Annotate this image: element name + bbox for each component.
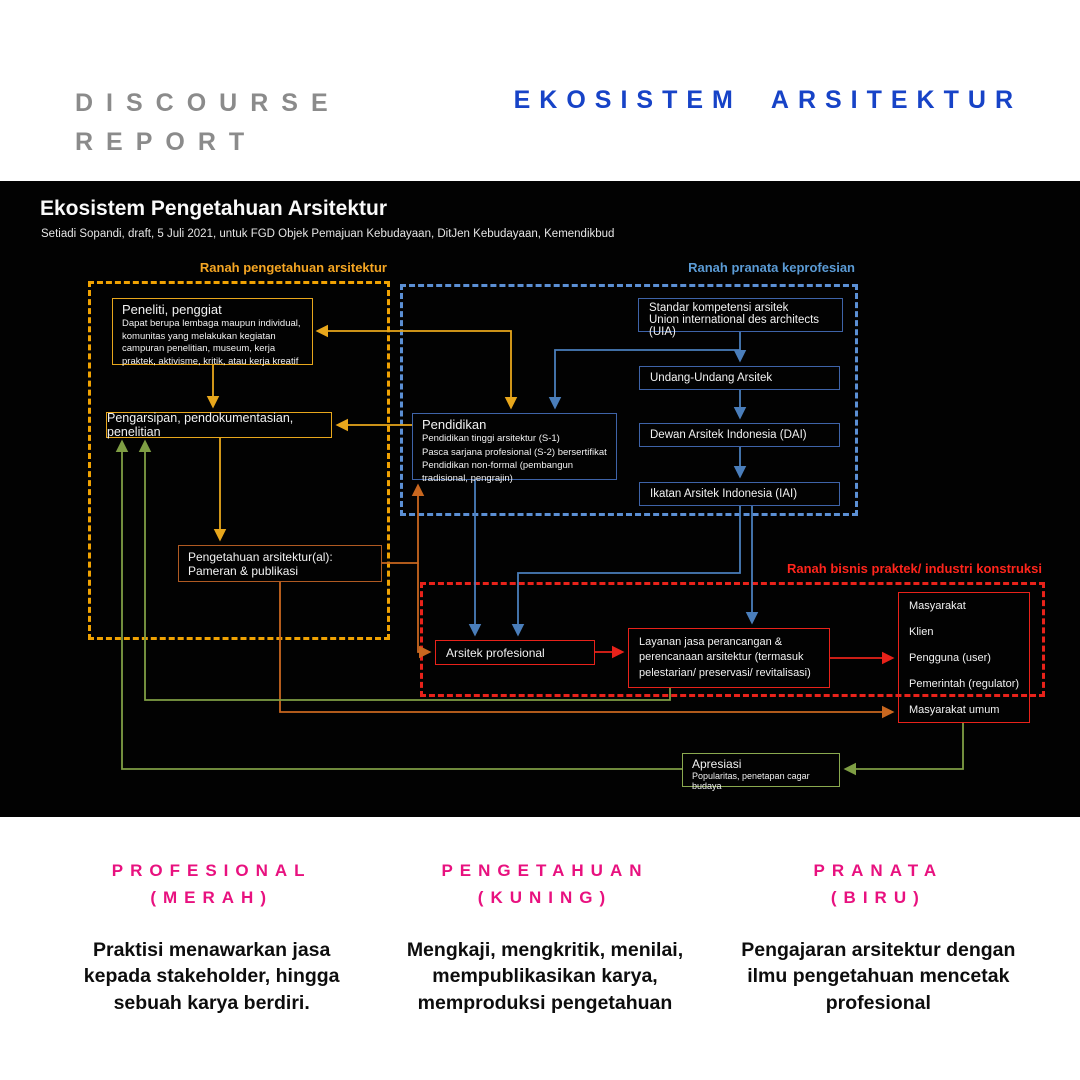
wire-pengetahuan-to-pendidikan	[382, 486, 418, 563]
box-arsitek	[435, 640, 595, 665]
box-undang	[639, 366, 840, 390]
footer-col2-body: Mengkaji, mengkritik, menilai, mempublikasikan karya, memproduksi pengetahuan	[406, 939, 684, 1014]
stakeholder-item-masyarakat-umum: Masyarakat umum	[909, 704, 1000, 716]
box-apresiasi-body: Popularitas, penetapan cagar budaya	[692, 771, 810, 791]
box-dewan	[639, 423, 840, 447]
box-apresiasi	[682, 753, 840, 791]
stakeholder-item-pengguna: Pengguna (user)	[909, 652, 991, 664]
wire-stakeholder-to-apresiasi	[846, 723, 963, 769]
stakeholder-item-pemerintah: Pemerintah (regulator)	[909, 678, 1020, 690]
brand-line1: DISCOURSE	[75, 89, 341, 117]
box-pengarsipan	[106, 412, 332, 438]
box-pendidikan-line1: Pendidikan tinggi arsitektur (S-1)	[422, 433, 560, 444]
box-pengarsipan-title: Pengarsipan, pendokumentasian, penelitian	[107, 411, 294, 439]
footer-col3-body: Pengajaran arsitektur dengan ilmu pengetahuan mencetak profesional	[741, 939, 1016, 1014]
box-peneliti	[112, 298, 313, 365]
footer-col2-head: PENGETAHUAN	[441, 861, 649, 880]
footer-col1-body: Praktisi menawarkan jasa kepada stakeholder, hingga sebuah karya berdiri.	[83, 939, 340, 1014]
box-dewan-title: Dewan Arsitek Indonesia (DAI)	[650, 429, 807, 441]
diagram-title: Ekosistem Pengetahuan Arsitektur	[40, 197, 387, 220]
box-pendidikan-line2: Pasca sarjana profesional (S-2) bersertifikat	[422, 446, 607, 458]
box-arsitek-title: Arsitek profesional	[446, 645, 545, 660]
diagram-subtitle: Setiadi Sopandi, draft, 5 Juli 2021, untuk FGD Objek Pemajuan Kebudayaan, DitJen Kebudayaan, Kemendikbud	[41, 228, 615, 240]
box-pengetahuan-line2: Pameran & publikasi	[188, 564, 299, 578]
wire-pengetahuan-to-arsitek	[418, 563, 429, 652]
box-undang-title: Undang-Undang Arsitek	[650, 372, 773, 384]
stakeholder-item-masyarakat: Masyarakat	[909, 600, 966, 612]
region-institution-label: Ranah pranata keprofesian	[688, 260, 855, 275]
footer-col1-subhead: (MERAH)	[150, 888, 273, 907]
box-peneliti-body: Dapat berupa lembaga maupun individual, komunitas yang melakukan kegiatan campuran penelitian, museum, kerja praktek, aktivisme, kritik, atau kerja kreatif	[122, 318, 301, 367]
footer-col3-head: PRANATA	[813, 861, 944, 880]
box-standar	[638, 298, 843, 338]
brand-logo	[75, 84, 341, 162]
wire-iai-to-arsitek	[518, 506, 740, 634]
page-title: EKOSISTEM ARSITEKTUR	[513, 86, 1022, 114]
box-pengetahuan-line1: Pengetahuan arsitektur(al):	[188, 550, 333, 564]
stakeholder-item-klien: Klien	[909, 626, 934, 638]
box-pendidikan-line3: Pendidikan non-formal (pembangun tradisional, pengrajin)	[422, 460, 574, 484]
box-iai	[639, 482, 840, 506]
region-knowledge-label: Ranah pengetahuan arsitektur	[199, 260, 387, 275]
top-band	[0, 0, 1080, 181]
box-iai-title: Ikatan Arsitek Indonesia (IAI)	[650, 488, 798, 500]
wire-peneliti-pendidikan-link	[318, 331, 511, 407]
footer-band	[0, 817, 1080, 1080]
box-apresiasi-title: Apresiasi	[692, 757, 742, 771]
box-pendidikan-title: Pendidikan	[422, 417, 487, 432]
box-layanan-title: Layanan jasa perancangan & perencanaan arsitektur (termasuk pelestarian/ preservasi/ revitalisasi)	[639, 636, 811, 679]
footer-col3-subhead: (BIRU)	[830, 888, 926, 907]
box-pendidikan	[412, 413, 617, 484]
footer-col-profesional	[58, 857, 365, 1016]
footer-col-pengetahuan	[391, 857, 698, 1016]
footer-col1-head: PROFESIONAL	[111, 861, 312, 880]
box-standar-line2: Union international des architects (UIA)	[649, 314, 820, 338]
box-layanan	[628, 628, 830, 688]
box-pengetahuan	[178, 545, 382, 582]
wire-apresiasi-to-pengarsipan	[122, 442, 682, 769]
footer-col2-subhead: (KUNING)	[477, 888, 613, 907]
diagram-panel	[0, 181, 1080, 817]
footer-col-pranata	[725, 857, 1032, 1016]
region-business-label: Ranah bisnis praktek/ industri konstruksi	[786, 561, 1042, 576]
box-stakeholder	[898, 592, 1030, 723]
box-peneliti-title: Peneliti, penggiat	[122, 302, 222, 317]
box-standar-line1: Standar kompetensi arsitek	[649, 302, 789, 314]
brand-line2: REPORT	[75, 128, 258, 156]
